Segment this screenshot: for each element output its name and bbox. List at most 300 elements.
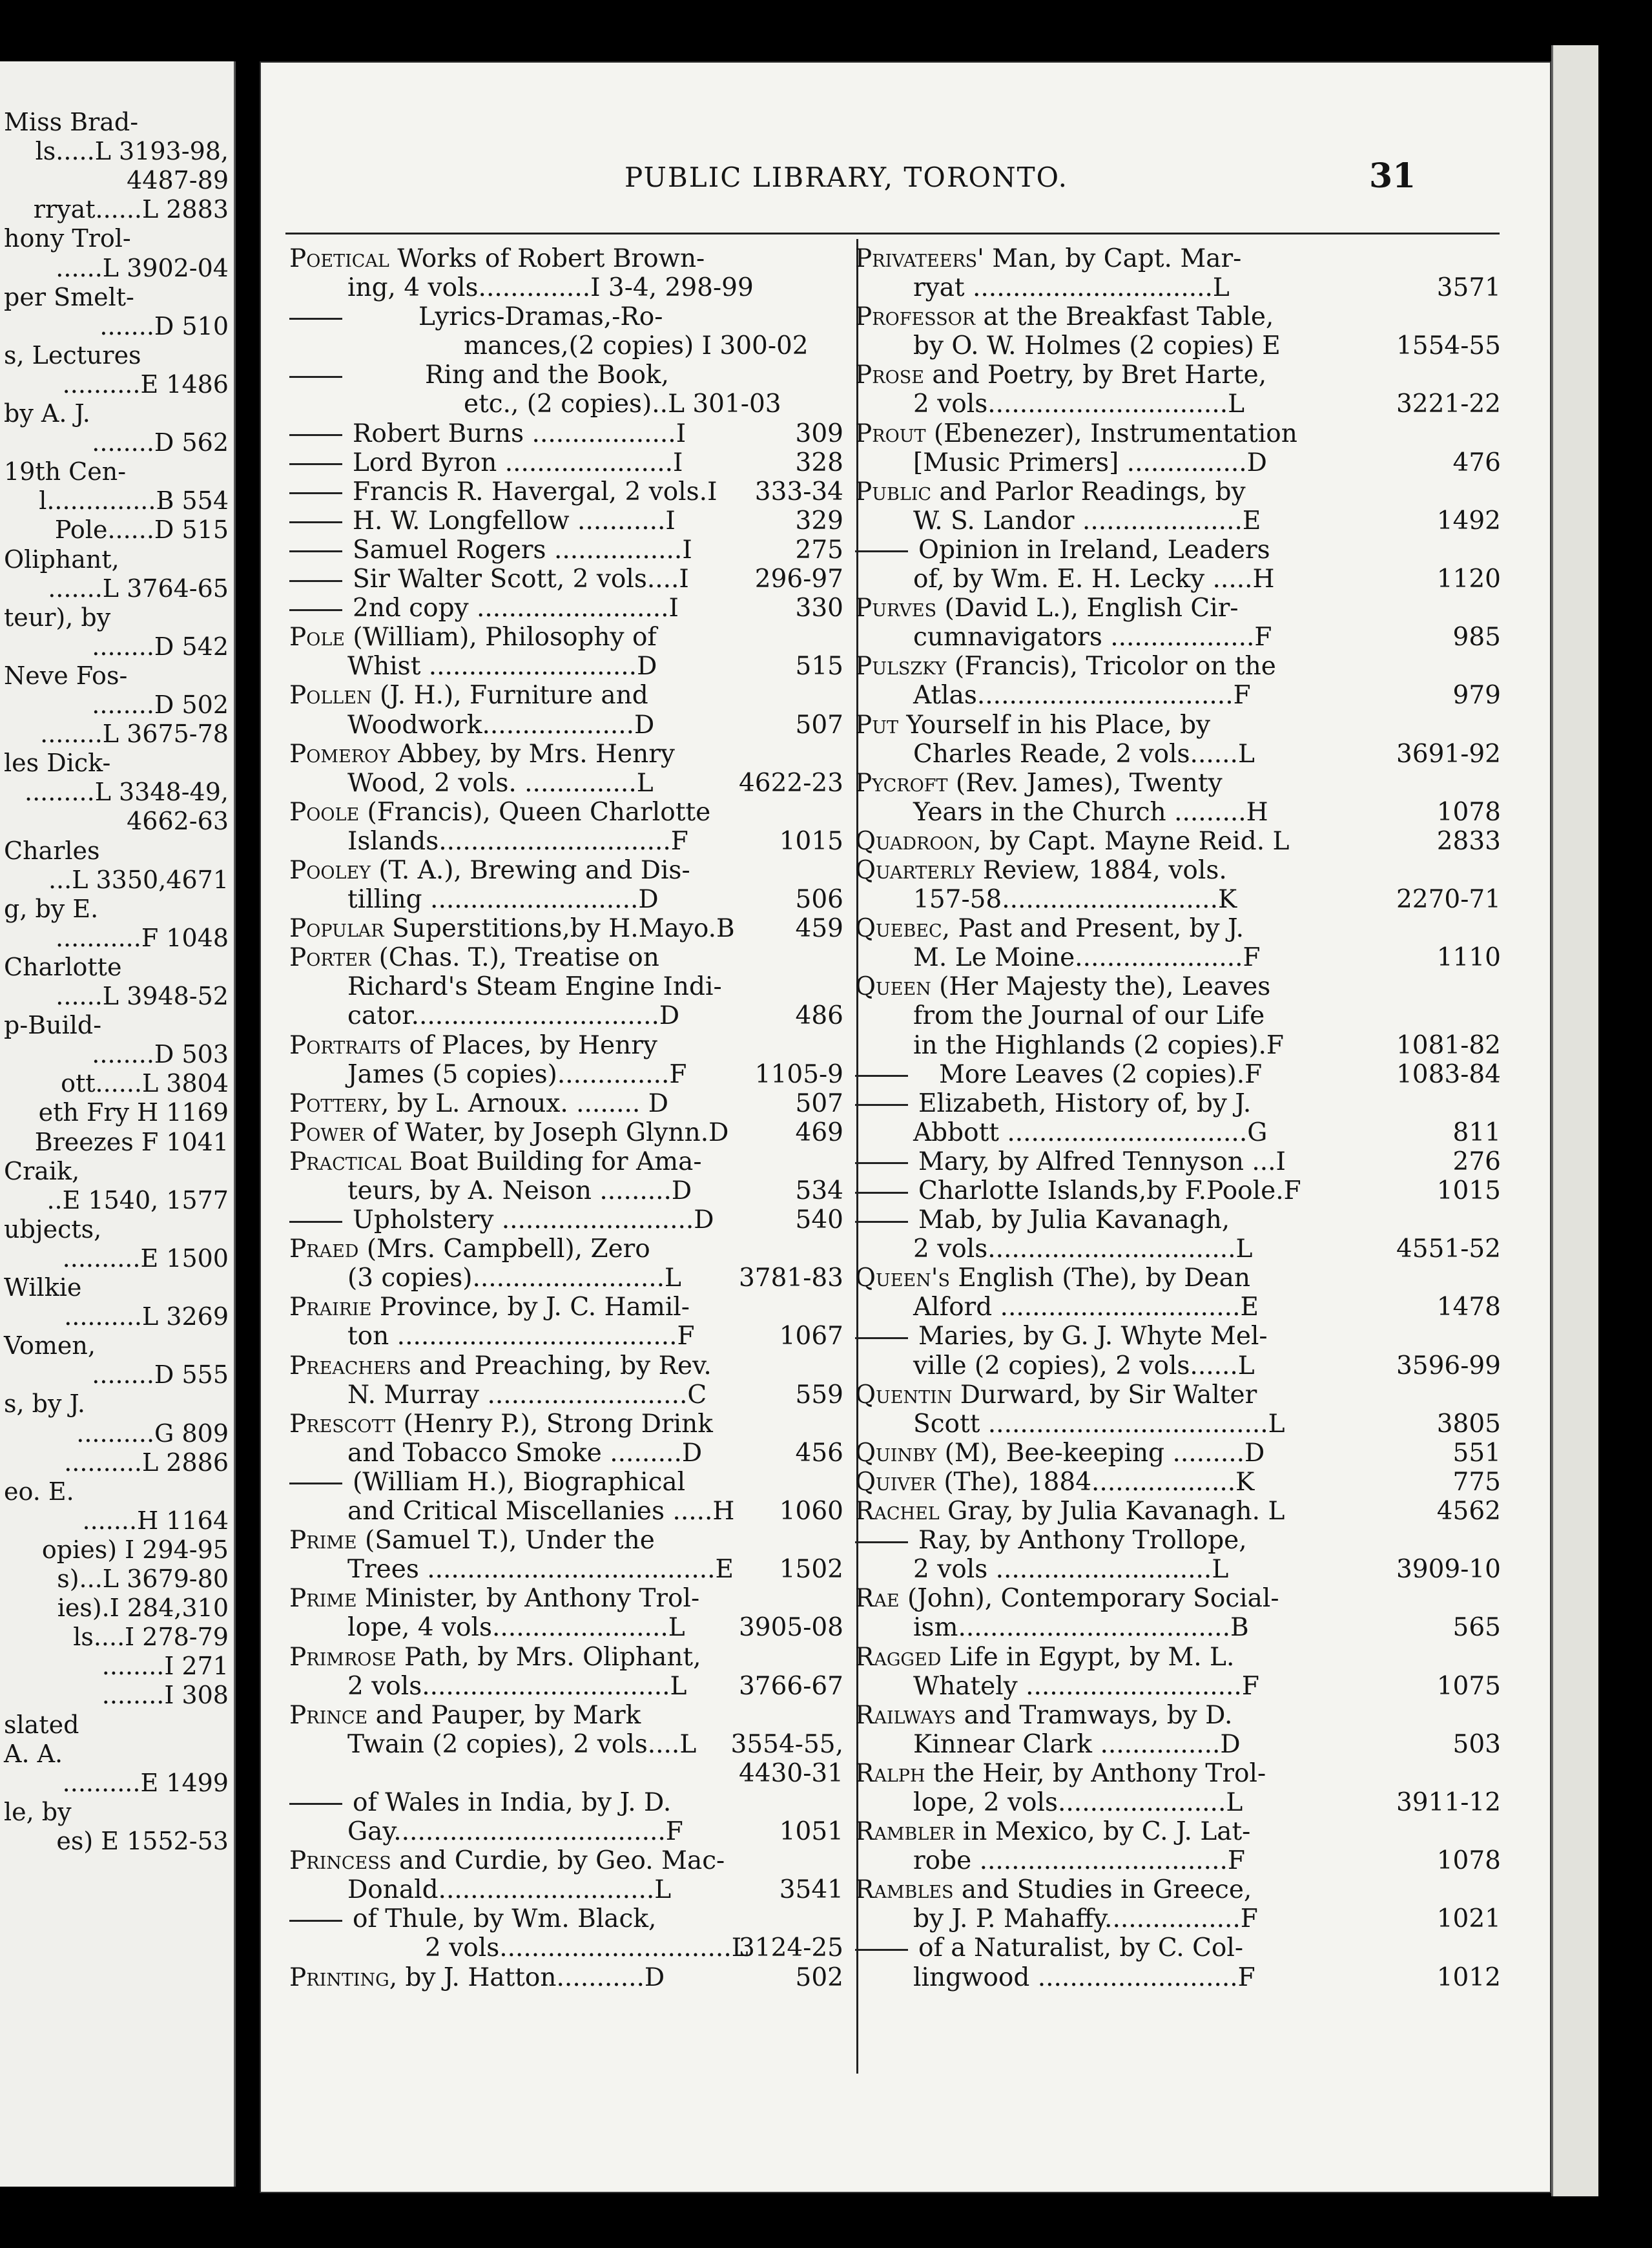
entry-body: Life in Egypt, by M. L. [941,1642,1235,1672]
shelf-number: 275 [795,535,843,565]
catalog-entry-line [855,943,1501,972]
entry-body: of, by Wm. E. H. Lecky .....H [913,565,1275,594]
catalog-entry-line [289,769,843,798]
entry-text [913,1234,1252,1264]
catalog-entry-line [855,798,1501,827]
entry-text [913,1672,1259,1701]
catalog-column-right [855,244,1501,1992]
entry-text [855,1060,1262,1089]
left-fragment-line: l..............B 554 [39,486,229,515]
entry-body: ism..................................B [913,1613,1249,1643]
catalog-entry-line [289,1672,843,1701]
ditto-dash [289,434,342,436]
left-fragment-line: ls.....L 3193-98, [35,137,229,166]
entry-text [347,1001,679,1030]
left-fragment-line: ..........E 1500 [62,1244,229,1273]
catalog-entry-line [289,740,843,769]
entry-text [913,740,1255,769]
entry-body: (David L.), English Cir- [936,594,1239,623]
left-fragment-line: ........D 502 [92,691,229,719]
left-fragment-line: 4487-89 [127,166,229,195]
ditto-dash [855,1162,908,1164]
entry-text [855,536,1270,565]
entry-text [289,1846,725,1875]
entry-text [289,1031,657,1060]
page-edge [1551,45,1598,2196]
entry-text [855,856,1227,885]
entry-text [855,972,1270,1001]
entry-text [913,943,1261,972]
entry-heading: Pole [289,623,346,652]
entry-body: Durward, by Sir Walter [952,1380,1257,1410]
catalog-entry-line [855,1293,1501,1322]
entry-text [913,1788,1243,1817]
entry-text [289,1788,671,1817]
catalog-entry-line [289,711,843,740]
catalog-entry-line [855,273,1501,302]
shelf-number: 1078 [1436,797,1501,827]
entry-text [855,1264,1250,1293]
catalog-entry-line [855,536,1501,565]
entry-heading: Quarterly [855,855,975,885]
header-rule [285,233,1500,234]
entry-text [347,652,657,681]
catalog-entry-line [855,1788,1501,1817]
shelf-number: 4622-23 [738,768,843,798]
entry-text [347,1613,685,1642]
entry-body: , Past and Present, by J. [942,914,1244,944]
catalog-entry-line [855,594,1501,623]
entry-text [464,390,781,419]
catalog-entry-line [289,1817,843,1846]
shelf-number: 979 [1452,681,1501,711]
ditto-dash [289,1920,342,1922]
catalog-entry-line [289,681,843,710]
entry-text [855,594,1239,623]
entry-text [289,477,717,506]
entry-body: (Francis), Tricolor on the [946,652,1276,682]
shelf-number: 2270-71 [1396,885,1501,915]
entry-body: (M), Bee-keeping .........D [936,1438,1265,1468]
shelf-number: 1081-82 [1396,1030,1501,1060]
catalog-entry-line [855,1933,1501,1962]
shelf-number: 3909-10 [1396,1555,1501,1585]
entry-body: (J. H.), Furniture and [371,681,648,711]
left-fragment-line: per Smelt- [4,282,134,311]
shelf-number: 1554-55 [1396,331,1501,361]
entry-body: and Pauper, by Mark [367,1700,641,1730]
entry-body: (T. A.), Brewing and Dis- [370,855,690,885]
catalog-entry-line [855,1701,1501,1730]
left-fragment-line: les Dick- [4,749,111,778]
entry-body: and Poetry, by Bret Harte, [924,360,1267,390]
entry-body: of a Naturalist, by C. Col- [918,1933,1244,1963]
entry-body: Years in the Church .........H [913,797,1268,827]
catalog-entry-line [855,1497,1501,1526]
entry-text [913,681,1251,710]
catalog-entry-line [855,1351,1501,1380]
catalog-entry-line [855,1613,1501,1642]
catalog-entry-line [289,506,843,536]
entry-body: Mary, by Alfred Tennyson ...I [918,1147,1286,1176]
catalog-entry-line [289,1351,843,1380]
entry-heading: Porter [289,943,371,973]
ditto-dash [855,1221,908,1223]
catalog-entry-line [855,740,1501,769]
entry-text [913,623,1272,652]
catalog-entry-line [855,711,1501,740]
entry-text [855,1643,1234,1672]
entry-body: lingwood .........................F [913,1962,1255,1992]
entry-text [855,1497,1285,1526]
catalog-column-left [289,244,843,1992]
entry-text [289,1468,685,1497]
entry-heading: Privateers' [855,244,984,273]
entry-text [913,1118,1267,1147]
ditto-dash [289,376,342,378]
left-fragment-line: ........I 308 [101,1681,229,1710]
catalog-entry-line [855,1584,1501,1613]
shelf-number: 486 [795,1001,843,1031]
ditto-dash [289,318,342,320]
entry-body: mances,(2 copies) I 300-02 [464,331,809,361]
entry-heading: Printing [289,1962,389,1992]
entry-text [289,681,648,710]
left-fragment-line: Charles [4,836,100,865]
entry-body: Man, by Capt. Mar- [984,244,1242,273]
entry-heading: Pollen [289,681,372,711]
entry-body: (John), Contemporary Social- [899,1584,1279,1614]
shelf-number: 330 [795,594,843,623]
catalog-entry-line [855,1643,1501,1672]
entry-heading: Prairie [289,1293,372,1322]
entry-body: Samuel Rogers ................I [353,535,692,565]
ditto-dash [855,1104,908,1106]
catalog-entry-line [289,1234,843,1264]
entry-body: Sir Walter Scott, 2 vols....I [353,565,689,594]
entry-text [913,448,1267,477]
entry-text [913,1730,1241,1759]
left-fragment-line: Oliphant, [4,545,119,574]
entry-heading: Primrose [289,1642,397,1672]
entry-heading: Quiver [855,1467,936,1497]
left-fragment-line: Breezes F 1041 [34,1127,229,1156]
entry-text [289,419,686,448]
catalog-entry-line [855,1176,1501,1205]
entry-body: James (5 copies)..............F [347,1059,687,1089]
entry-body: Abbey, by Mrs. Henry [390,739,675,769]
catalog-entry-line [855,827,1501,856]
entry-text [347,1555,734,1584]
catalog-entry-line [289,1526,843,1555]
left-fragment-line: slated [4,1710,79,1739]
entry-text [347,711,654,740]
catalog-entry-line [855,331,1501,360]
entry-body: (Samuel T.), Under the [356,1526,655,1556]
entry-text [347,972,722,1001]
entry-body: Works of Robert Brown- [389,244,705,273]
entry-text [289,1089,668,1118]
entry-heading: Rachel [855,1497,940,1526]
left-fragment-line: ..........L 2886 [64,1448,229,1477]
shelf-number: 3905-08 [738,1613,843,1643]
entry-heading: Quentin [855,1380,953,1410]
left-fragment-line: p-Build- [4,1011,102,1040]
entry-heading: Pulszky [855,652,947,682]
catalog-entry-line [855,1234,1501,1264]
entry-text [913,1031,1284,1060]
catalog-entry-line [855,1468,1501,1497]
ditto-dash [855,550,908,552]
entry-text [289,244,705,273]
catalog-entry-line [855,1526,1501,1555]
entry-text [289,360,669,390]
entry-body: from the Journal of our Life [913,1001,1265,1031]
catalog-entry-line [855,1264,1501,1293]
left-fragment-line: .......L 3764-65 [48,574,229,603]
ditto-dash [289,580,342,582]
entry-text [289,856,690,885]
entry-body: Lyrics-Dramas,-Ro- [418,302,663,332]
left-fragment-line: opies) I 294-95 [41,1535,229,1564]
entry-text [289,506,676,536]
entry-body: More Leaves (2 copies).F [939,1059,1263,1089]
shelf-number: 4430-31 [738,1758,843,1788]
catalog-entry-line [289,1380,843,1410]
entry-heading: Prime [289,1526,357,1556]
shelf-number: 1067 [779,1322,843,1351]
catalog-entry-line [289,885,843,914]
left-fragment-line: 19th Cen- [4,457,127,486]
shelf-number: 515 [795,652,843,682]
entry-body: 2 vols.............................L [425,1933,749,1963]
entry-text [347,1817,683,1846]
left-fragment-line: ...L 3350,4671 [48,865,229,894]
catalog-entry-line [289,1264,843,1293]
shelf-number: 1021 [1436,1904,1501,1934]
shelf-number: 1492 [1436,506,1501,536]
catalog-entry-line [289,972,843,1001]
entry-body: , by L. Arnoux. ........ D [380,1088,668,1118]
entry-body: Upholstery ........................D [353,1205,714,1235]
entry-body: Ring and the Book, [425,360,669,390]
catalog-entry-line [289,273,843,302]
shelf-number: 3554-55, [730,1729,843,1759]
entry-body: Superstitions,by H.Mayo.B [384,914,735,944]
entry-body: , by Capt. Mayne Reid. L [973,826,1290,856]
catalog-entry-line [289,1904,843,1933]
entry-text [425,1933,749,1962]
shelf-number: 469 [795,1118,843,1147]
catalog-entry-line [289,1555,843,1584]
entry-text [289,1351,712,1380]
catalog-entry-line [855,565,1501,594]
entry-heading: Quebec [855,914,942,944]
entry-text [289,1963,665,1992]
shelf-number: 1502 [779,1555,843,1585]
catalog-entry-line [855,419,1501,448]
entry-text [913,1410,1285,1439]
catalog-entry-line [855,1031,1501,1060]
catalog-entry-line [855,914,1501,943]
entry-body: by O. W. Holmes (2 copies) E [913,331,1281,361]
catalog-entry-line [855,1875,1501,1904]
entry-heading: Queen's [855,1264,950,1293]
catalog-entry-line [289,798,843,827]
entry-heading: Queen [855,972,931,1002]
catalog-entry-line [289,1322,843,1351]
shelf-number: 503 [1452,1729,1501,1759]
entry-body: Gay..................................F [347,1817,683,1847]
left-fragment-line: ubjects, [4,1214,102,1244]
entry-body: Boat Building for Ama- [401,1147,702,1176]
shelf-number: 1051 [779,1817,843,1847]
left-fragment-line: eo. E. [4,1477,74,1506]
catalog-entry-line [855,972,1501,1001]
catalog-entry-line [855,1439,1501,1468]
left-fragment-line: ........D 555 [92,1360,229,1389]
shelf-number: 811 [1452,1118,1501,1147]
entry-text [289,594,679,623]
shelf-number: 296-97 [754,565,843,594]
entry-text [289,1234,650,1264]
entry-body: , by J. Hatton...........D [389,1962,665,1992]
entry-body: 2nd copy ........................I [353,594,679,623]
catalog-entry-line [289,623,843,652]
entry-text [913,331,1281,360]
entry-text [289,1526,655,1555]
entry-heading: Railways [855,1700,956,1730]
entry-heading: Praed [289,1234,359,1264]
entry-body: robe ...............................F [913,1846,1245,1876]
entry-body: by J. P. Mahaffy.................F [913,1904,1258,1934]
catalog-entry-line [289,1031,843,1060]
left-fragment-line: 4662-63 [127,807,229,836]
entry-body: Ray, by Anthony Trollope, [918,1526,1247,1556]
catalog-entry-line [289,1963,843,1992]
running-title: PUBLIC LIBRARY, TORONTO. [625,161,1068,193]
left-fragment-line: ........I 271 [101,1652,229,1681]
entry-text [855,1380,1257,1410]
entry-text [855,914,1244,943]
catalog-entry-line [855,769,1501,798]
entry-text [289,943,659,972]
shelf-number: 507 [795,710,843,740]
entry-heading: Prose [855,360,924,390]
ditto-dash [289,1483,342,1484]
left-fragment-line: .........L 3348-49, [24,778,229,807]
catalog-entry-line [855,1118,1501,1147]
entry-heading: Pottery [289,1088,381,1118]
entry-heading: Popular [289,914,384,944]
entry-text [913,1963,1255,1992]
catalog-entry-line [289,1293,843,1322]
left-fragment-line: ...........F 1048 [55,923,229,952]
catalog-entry-line [289,1759,843,1788]
catalog-entry-line [289,360,843,390]
entry-body: lope, 4 vols......................L [347,1613,685,1643]
catalog-entry-line [855,390,1501,419]
entry-body: Trees ....................................E [347,1555,734,1585]
catalog-entry-line [289,302,843,331]
shelf-number: 3691-92 [1396,739,1501,769]
ditto-dash [855,1192,908,1194]
entry-heading: Rambler [855,1817,955,1847]
entry-text [855,1089,1251,1118]
entry-text [347,1497,734,1526]
entry-text [289,1293,690,1322]
entry-text [855,652,1276,681]
left-fragment-line: .......D 510 [99,311,229,340]
shelf-number: 565 [1452,1613,1501,1643]
shelf-number: 3596-99 [1396,1351,1501,1380]
shelf-number: 1015 [779,826,843,856]
entry-body: in Mexico, by C. J. Lat- [955,1817,1251,1847]
entry-text [913,565,1275,594]
entry-heading: Portraits [289,1030,402,1060]
entry-body: (Chas. T.), Treatise on [371,943,659,973]
shelf-number: 3805 [1436,1409,1501,1439]
entry-body: N. Murray .........................C [347,1380,707,1410]
catalog-entry-line [855,1759,1501,1788]
entry-heading: Prescott [289,1409,396,1439]
catalog-entry-line [855,1147,1501,1176]
catalog-entry-line [855,1672,1501,1701]
entry-body: ryat ..............................L [913,273,1230,303]
entry-text [855,419,1297,448]
entry-body: M. Le Moine.....................F [913,943,1261,973]
entry-heading: Pooley [289,855,371,885]
entry-text [913,273,1230,302]
shelf-number: 1060 [779,1497,843,1526]
entry-body: Donald...........................L [347,1875,672,1905]
left-fragment-line: ........D 562 [92,428,229,457]
catalog-entry-line [289,244,843,273]
entry-text [347,1380,707,1410]
catalog-entry-line [289,1089,843,1118]
entry-body: English (The), by Dean [950,1264,1250,1293]
entry-body: Mab, by Julia Kavanagh, [918,1205,1230,1235]
entry-body: lope, 2 vols.....................L [913,1787,1243,1817]
entry-text [347,827,688,856]
entry-body: the Heir, by Anthony Trol- [925,1758,1266,1788]
ditto-dash [855,1075,908,1077]
ditto-dash [289,550,342,552]
catalog-entry-line [289,1701,843,1730]
catalog-entry-line [855,652,1501,681]
shelf-number: 4562 [1436,1497,1501,1526]
entry-heading: Rambles [855,1875,954,1905]
shelf-number: 459 [795,914,843,944]
page-header [260,156,1551,200]
catalog-entry-line [855,302,1501,331]
entry-text [855,302,1274,331]
left-fragment-line: .......H 1164 [82,1506,229,1535]
entry-heading: Purves [855,594,937,623]
catalog-entry-line [289,419,843,448]
entry-body: Twain (2 copies), 2 vols....L [347,1729,697,1759]
catalog-entry-line [855,1904,1501,1933]
shelf-number: 1105-9 [754,1059,843,1089]
catalog-entry-line [855,1846,1501,1875]
entry-body: Gray, by Julia Kavanagh. L [939,1497,1285,1526]
catalog-entry-line [855,1205,1501,1234]
ditto-dash [289,463,342,465]
entry-body: W. S. Landor ....................E [913,506,1261,536]
entry-body: cumnavigators ..................F [913,623,1272,652]
entry-text [289,1904,656,1933]
entry-body: ing, 4 vols..............I 3-4, 298-99 [347,273,754,303]
